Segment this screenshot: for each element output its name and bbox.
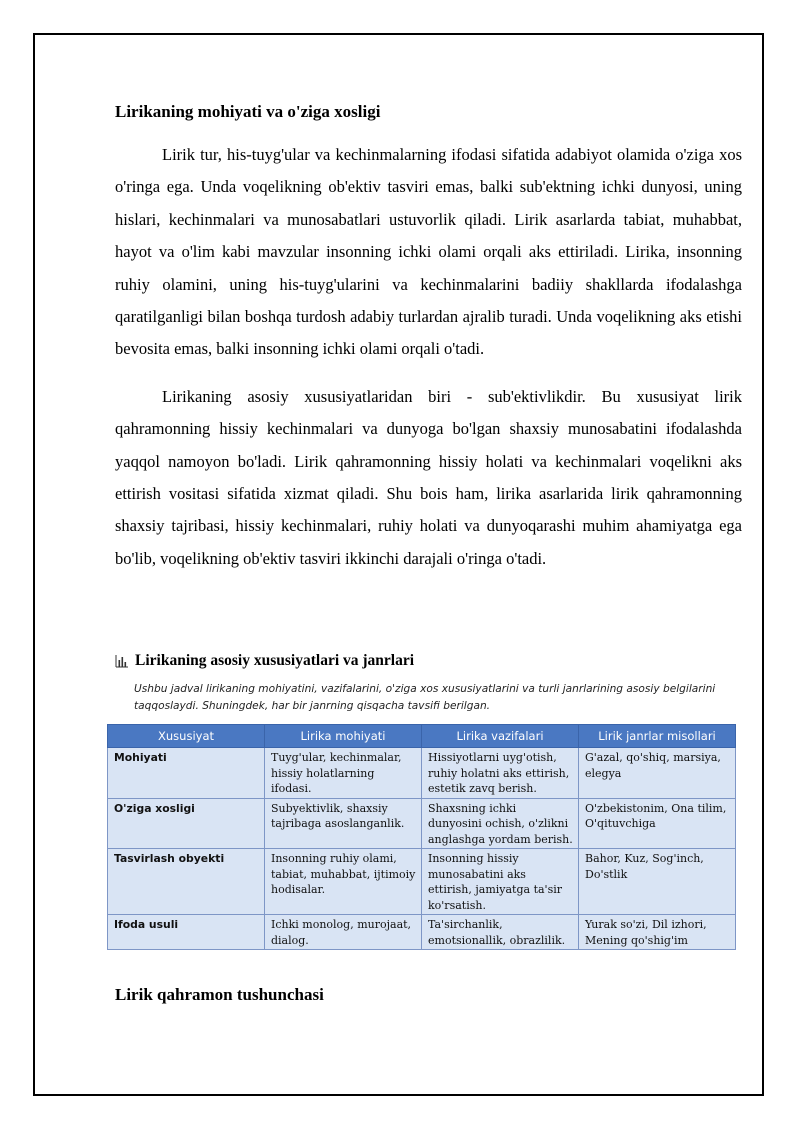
table-row <box>108 748 736 799</box>
table-row <box>108 798 736 849</box>
section-main <box>115 100 742 575</box>
table-cell: Hissiyotlarni uyg'otish, ruhiy holatni aks ettirish, estetik zavq berish. <box>422 748 579 799</box>
row-header: Tasvirlash obyekti <box>108 849 265 915</box>
column-header: Lirika vazifalari <box>422 725 579 748</box>
table-cell: O'zbekistonim, Ona tilim, O'qituvchiga <box>579 798 736 849</box>
column-header: Lirik janrlar misollari <box>579 725 736 748</box>
table-description: Ushbu jadval lirikaning mohiyatini, vazifalarini, o'ziga xos xususiyatlarini va turli janrlarining asosiy belgilarini taqqoslaydi. Shuningdek, har bir janrning qisqacha tavsifi berilgan. <box>134 683 716 712</box>
comparison-table <box>107 724 736 950</box>
table-cell: Insonning hissiy munosabatini aks ettirish, jamiyatga ta'sir ko'rsatish. <box>422 849 579 915</box>
table-cell: Ichki monolog, murojaat, dialog. <box>265 915 422 950</box>
table-cell: Shaxsning ichki dunyosini ochish, o'zlikni anglashga yordam berish. <box>422 798 579 849</box>
row-header: Mohiyati <box>108 748 265 799</box>
table-cell: Tuyg'ular, kechinmalar, hissiy holatlarning ifodasi. <box>265 748 422 799</box>
table-cell: Insonning ruhiy olami, tabiat, muhabbat, ijtimoiy hodisalar. <box>265 849 422 915</box>
table-title <box>115 652 414 670</box>
bar-chart-icon <box>115 654 129 668</box>
table-cell: Yurak so'zi, Dil izhori, Mening qo'shig'im <box>579 915 736 950</box>
table-title-text: Lirikaning asosiy xususiyatlari va janrlari <box>135 652 415 669</box>
section-heading: Lirikaning mohiyati va o'ziga xosligi <box>115 102 381 121</box>
table-cell: Subyektivlik, shaxsiy tajribaga asoslanganlik. <box>265 798 422 849</box>
table-row <box>108 849 736 915</box>
table-header-row <box>108 725 736 748</box>
table-cell: Bahor, Kuz, Sog'inch, Do'stlik <box>579 849 736 915</box>
column-header: Lirika mohiyati <box>265 725 422 748</box>
table-cell: G'azal, qo'shiq, marsiya, elegya <box>579 748 736 799</box>
column-header: Xususiyat <box>108 725 265 748</box>
table-row <box>108 915 736 950</box>
section-heading: Lirik qahramon tushunchasi <box>115 985 324 1004</box>
paragraph: Lirikaning asosiy xususiyatlaridan biri - sub'ektivlikdir. Bu xususiyat lirik qahramonning hissiy kechinmalari va dunyoga bo'lgan shaxsiy munosabatini ifodalashda yaqqol namoyon bo'ladi. Lirik qahramonning hissiy holati va kechinmalari voqelikni aks ettirish vositasi sifatida xizmat qiladi. Shu bois ham, lirika asarlarida lirik qahramonning shaxsiy tajribasi, hissiy kechinmalari, ruhiy holati va dunyoqarashi muhim ahamiyatga ega bo'lib, voqelikning ob'ektiv tasviri ikkinchi darajali o'ringa o'tadi. <box>115 386 742 568</box>
paragraph: Lirik tur, his-tuyg'ular va kechinmalarning ifodasi sifatida adabiyot olamida o'ziga xos o'ringa ega. Unda voqelikning ob'ektiv tasviri emas, balki sub'ektning ichki dunyosi, uning hislari, kechinmalari va munosabatlari ustuvorlik qiladi. Lirik asarlarda tabiat, muhabbat, hayot va o'lim kabi mavzular insonning ichki olami orqali aks ettiriladi. Lirika, insonning ruhiy olamini, uning his-tuyg'ularini va kechinmalarini badiiy shakllarda ifodalashga qaratilganligi bilan boshqa turdosh adabiy turlardan ajralib turadi. Unda voqelikning aks etishi bevosita emas, balki insonning ichki olami orqali o'tadi. <box>115 145 742 359</box>
table-cell: Ta'sirchanlik, emotsionallik, obrazlilik. <box>422 915 579 950</box>
row-header: O'ziga xosligi <box>108 798 265 849</box>
row-header: Ifoda usuli <box>108 915 265 950</box>
